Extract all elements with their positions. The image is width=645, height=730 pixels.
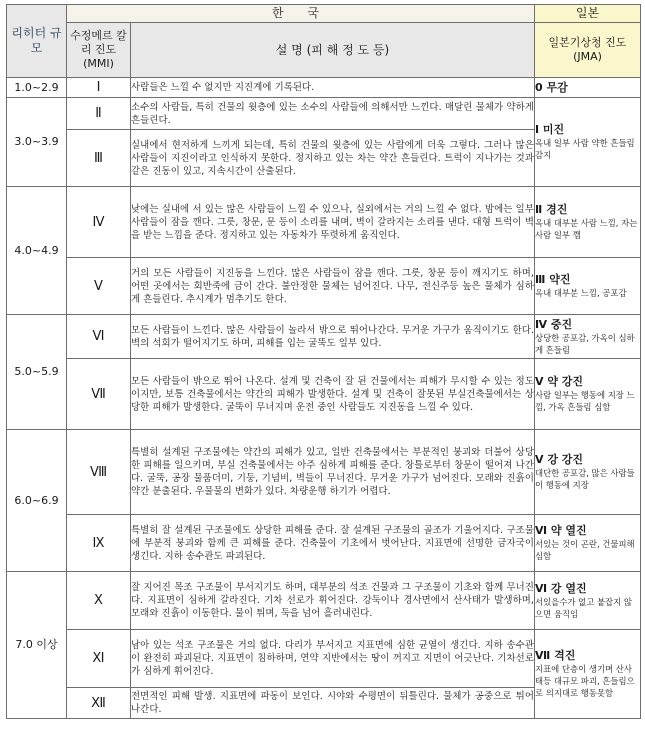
mmi-description: 남아 있는 석조 구조물은 거의 없다. 다리가 부서지고 지표면에 심한 균열이 생긴다. 지하 송수관이 완전히 파괴된다. 지표면이 침하하며, 연약 지반에서는 땅이 꺼지고 지면이 어긋난다. 기차선로가 심하게 휘어진다.	[131, 630, 535, 688]
magnitude-cell: 7.0 이상	[7, 572, 67, 719]
jma-description: 서있을수가 없고 붙잡지 않으면 움직임	[535, 596, 632, 619]
table-row	[7, 98, 641, 130]
header-jma: 일본기상청 진도(JMA)	[535, 23, 641, 78]
header-description: 설 명 (피 해 정 도 등)	[131, 23, 535, 78]
jma-name: Ⅰ 미진	[535, 123, 565, 136]
mmi-level: Ⅷ	[67, 430, 131, 515]
mmi-description: 특별히 설계된 구조물에는 약간의 피해가 있고, 일반 건축물에서는 부분적인 붕괴와 더불어 상당한 피해를 일으키며, 부실 건축물에서는 아주 심하게 피해를 준다. 창틀로부터 창문이 떨어져 나간다. 굴뚝, 공장 물품더미, 기둥, 기념비, 벽들이 무너진다. 무거운 가구가 넘어진다. 모래와 진흙이 약간 분출된다. 우물물의 변화가 있다. 차량운행 하기가 어렵다.	[131, 430, 535, 515]
mmi-level: Ⅴ	[67, 258, 131, 315]
jma-cell	[535, 515, 641, 572]
header-korea-group: 한 국	[67, 5, 535, 23]
jma-cell	[535, 258, 641, 315]
mmi-level: Ⅶ	[67, 359, 131, 430]
table-row	[7, 430, 641, 515]
magnitude-cell: 1.0~2.9	[7, 78, 67, 98]
magnitude-cell: 5.0~5.9	[7, 315, 67, 430]
table-row	[7, 315, 641, 359]
jma-cell	[535, 187, 641, 258]
jma-description: 상당한 공포감, 가옥이 심하게 흔들림	[535, 332, 635, 355]
mmi-description: 전면적인 피해 발생. 지표면에 파동이 보인다. 시야와 수평면이 뒤틀린다. 물체가 공중으로 튀어 나간다.	[131, 688, 535, 719]
jma-description: 대단한 공포감, 많은 사람들이 행동에 지장	[535, 468, 635, 490]
mmi-description: 모든 사람들이 느낀다. 많은 사람들이 놀라서 밖으로 뛰어나간다. 무거운 가구가 움직이기도 한다. 벽의 석회가 떨어지기도 하며, 피해를 입는 굴뚝도 일부 있다.	[131, 315, 535, 359]
header-japan-group: 일본	[535, 5, 641, 23]
table-row	[7, 78, 641, 98]
mmi-description: 잘 지어진 목조 구조물이 부서지기도 하며, 대부분의 석조 건물과 그 구조물이 기초와 함께 무너진다. 지표면이 심하게 갈라진다. 기차 선로가 휘어진다. 강둑이나 경사면에서 산사태가 발생하며, 모래와 진흙이 이동한다. 물이 튀며, 둑을 넘어 흘러내린다.	[131, 572, 535, 630]
jma-description: 서있는 것이 곤란, 건물피해 심함	[535, 539, 635, 561]
jma-cell	[535, 315, 641, 359]
jma-name: 0 무감	[535, 80, 568, 94]
jma-description: 사람 일부는 행동에 지장 느낌, 가옥 흔들림 심함	[535, 390, 635, 412]
magnitude-cell: 4.0~4.9	[7, 187, 67, 315]
magnitude-cell: 3.0~3.9	[7, 98, 67, 187]
mmi-description: 낮에는 실내에 서 있는 많은 사람들이 느낄 수 있으나, 실외에서는 거의 느낄 수 없다. 밤에는 일부 사람들이 잠을 깬다. 그릇, 창문, 문 등이 소리를 내며, 벽이 갈라지는 소리를 낸다. 대형 트럭이 벽을 받는 느낌을 준다. 정지하고 있는 자동차가 뚜렷하게 움직인다.	[131, 187, 535, 258]
jma-name: Ⅳ 중진	[535, 317, 573, 331]
jma-name: Ⅵ 약 열진	[535, 524, 587, 537]
table-row	[7, 187, 641, 258]
mmi-description: 소수의 사람들, 특히 건물의 윗층에 있는 소수의 사람들에 의해서만 느낀다. 매달린 물체가 약하게 흔들린다.	[131, 98, 535, 130]
jma-cell	[535, 630, 641, 719]
table-row	[7, 515, 641, 572]
jma-description: 지표에 단층이 생기며 산사태등 대규모 파괴, 흔들림으로 의지대로 행동못함	[535, 664, 635, 698]
jma-name: Ⅶ 격진	[535, 649, 576, 662]
jma-cell	[535, 572, 641, 630]
jma-cell	[535, 430, 641, 515]
jma-description: 옥내 일부 사람 약한 흔들림 감지	[535, 138, 635, 160]
mmi-description: 특별히 잘 설계된 구조물에도 상당한 피해를 준다. 잘 설계된 구조물의 골조가 기울어지다. 구조물에 부분적 붕괴와 함께 큰 피해를 준다. 건축물이 기초에서 벗어난다. 지표면에 선명한 금자국이 생긴다. 지하 송수관도 파괴된다.	[131, 515, 535, 572]
mmi-description: 사람들은 느낄 수 없지만 지진계에 기록된다.	[131, 78, 535, 98]
mmi-level: Ⅰ	[67, 78, 131, 98]
mmi-level: Ⅸ	[67, 515, 131, 572]
table-row	[7, 359, 641, 430]
jma-name: Ⅲ 약진	[535, 273, 571, 286]
mmi-level: Ⅵ	[67, 315, 131, 359]
mmi-level: Ⅱ	[67, 98, 131, 130]
jma-name: Ⅵ 강 열진	[535, 581, 587, 595]
jma-cell	[535, 359, 641, 430]
jma-cell	[535, 78, 641, 98]
jma-description: 옥내 대부분 느낌, 공포감	[535, 288, 627, 298]
mmi-description: 모든 사람들이 밖으로 뛰어 나온다. 설계 및 건축이 잘 된 건물에서는 피해가 무시할 수 있는 정도이지만, 보통 건축물에서는 약간의 피해가 발생한다. 설계 및 건축이 잘못된 부실건축물에서는 상당한 피해가 발생한다. 굴뚝이 무너지며 운전 중인 사람들도 지진동을 느낄 수 있다.	[131, 359, 535, 430]
header-magnitude: 리히터 규모	[7, 5, 67, 78]
jma-cell	[535, 98, 641, 187]
mmi-level: Ⅺ	[67, 630, 131, 688]
jma-name: Ⅴ 약 강진	[535, 375, 584, 388]
jma-description: 옥내 대부분 사람 느낌, 자는 사람 일부 깸	[535, 218, 638, 240]
mmi-level: Ⅻ	[67, 688, 131, 719]
jma-name: Ⅱ 경진	[535, 203, 568, 216]
mmi-description: 실내에서 현저하게 느끼게 되는데, 특히 건물의 윗층에 있는 사람에게 더욱 그렇다. 그러나 많은 사람들이 지진이라고 인식하지 못한다. 정지하고 있는 차는 약간 흔들린다. 트럭이 지나가는 것과 같은 진동이 있고, 지속시간이 산출된다.	[131, 130, 535, 187]
jma-name: Ⅴ 강 강진	[535, 453, 584, 466]
mmi-description: 거의 모든 사람들이 지진동을 느낀다. 많은 사람들이 잠을 깬다. 그릇, 창문 등이 깨지기도 하며, 어떤 곳에서는 회반죽에 금이 간다. 불안정한 물체는 넘어진다. 나무, 전신주등 높은 물체가 심하게 흔들린다. 추시계가 멈추기도 한다.	[131, 258, 535, 315]
magnitude-cell: 6.0~6.9	[7, 430, 67, 572]
mmi-level: Ⅳ	[67, 187, 131, 258]
mmi-level: Ⅹ	[67, 572, 131, 630]
table-row	[7, 258, 641, 315]
mmi-level: Ⅲ	[67, 130, 131, 187]
earthquake-intensity-table	[6, 4, 641, 719]
header-mmi: 수정메르 칼리 진도 (MMI)	[67, 23, 131, 78]
table-row	[7, 572, 641, 630]
table-row	[7, 630, 641, 688]
intensity-table-wrapper	[6, 4, 640, 726]
